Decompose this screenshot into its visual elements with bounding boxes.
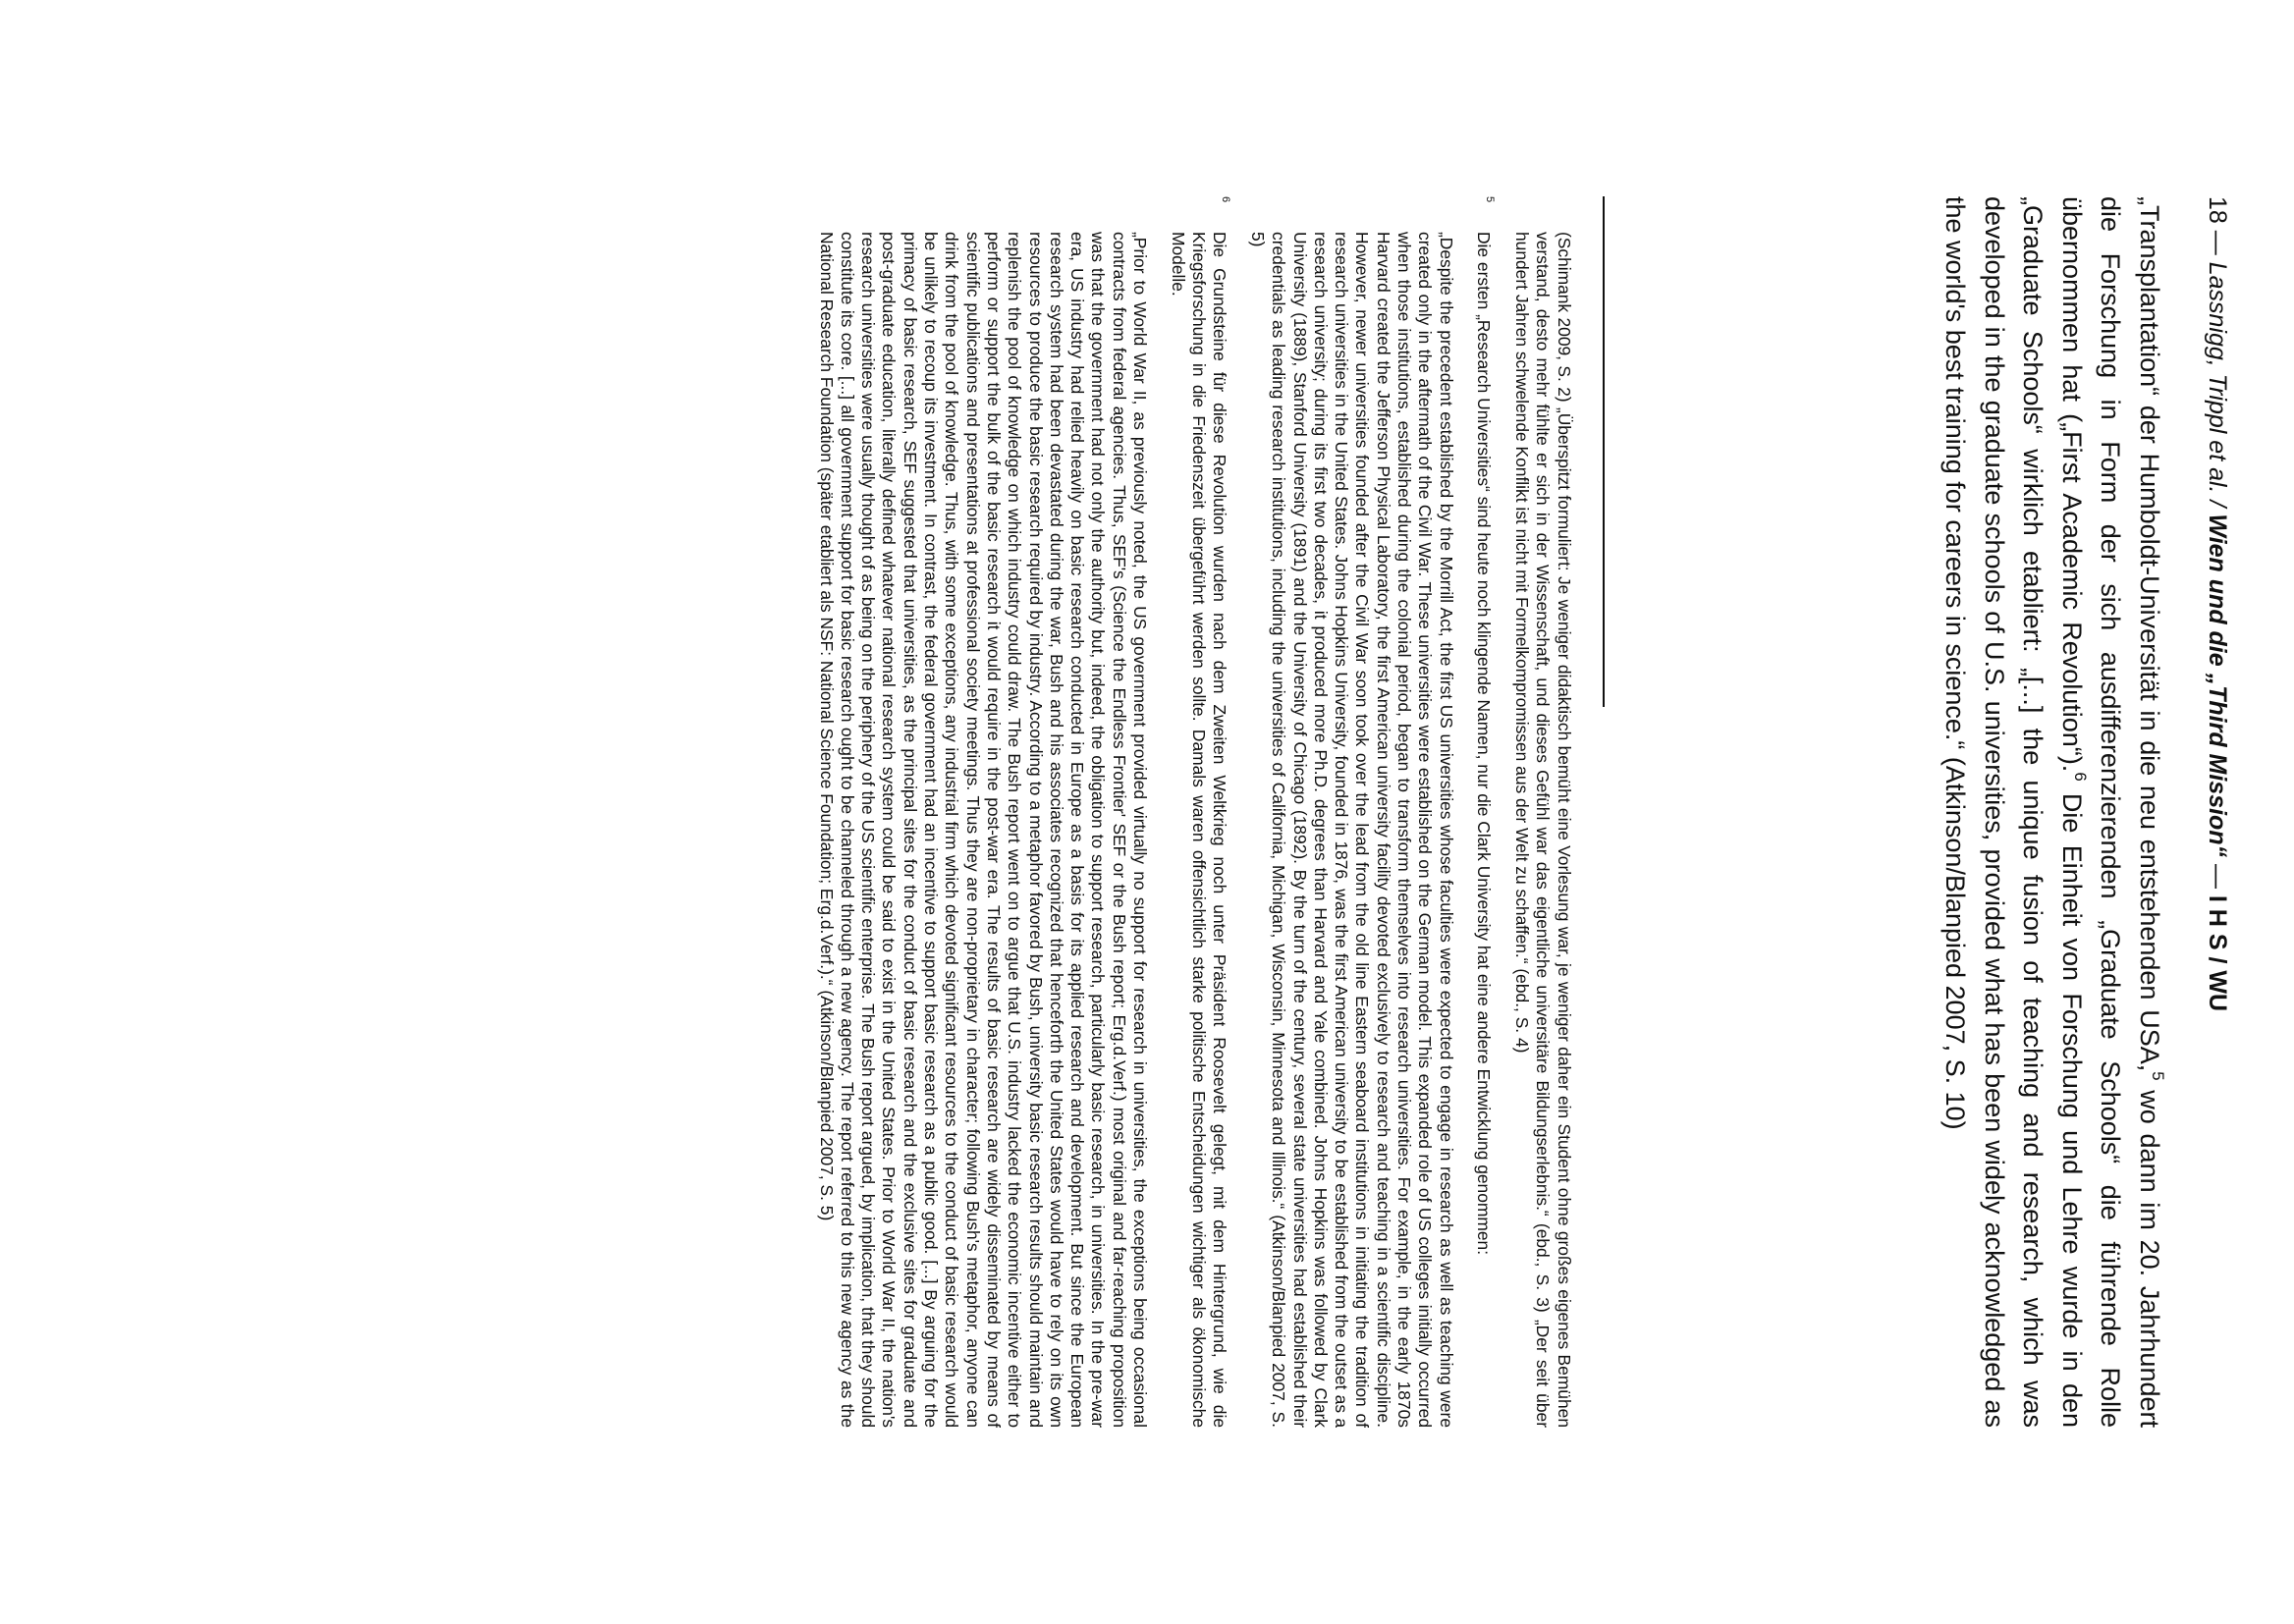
- footnote-quote-paragraph: „Despite the precedent established by the Morrill Act, the first US universities whose faculties were expected to engage in research as well as teaching were created only in the aftermath of the Civil War. These universities were established on the German model. This expanded role of US colleges initially occurred when those institutions, established during the colonial period, began to transform themselves into research universities. For example, in the early 1870s Harvard created the Jefferson Physical Laboratory, the first American university facility devoted exclusively to research and teaching in a scientific discipline. However, newer universities founded after the Civil War soon took over the lead from the old line Eastern seaboard institutions in initiating the tradition of research universities in the United States. Johns Hopkins University, founded in 1876, was the first American university to be established from the outset as a research university; during its first two decades, it produced more Ph.D. degrees than Harvard and Yale combined. Johns Hopkins was followed by Clark University (1889), Stanford University (1891) and the University of Chicago (1892). By the turn of the century, several state universities had established their credentials as leading research institutions, including the universities of California, Michigan, Wisconsin, Minnesota and Illinois.“ (Atkinson/Blanpied 2007, S. 5): [1247, 232, 1456, 1428]
- footnote-paragraph: Die Grundsteine für diese Revolution wurden nach dem Zweiten Weltkrieg noch unter Präsident Roosevelt gelegt, mit dem Hintergrund, wie die Kriegsforschung in die Friedenszeit übergeführt werden sollte. Damals waren offensichtlich starke politische Entscheidungen wichtiger als ökonomische Modelle.: [1168, 232, 1230, 1428]
- footnote-separator-rule: [1603, 196, 1605, 707]
- header-organization: I H S / WU: [2204, 895, 2231, 1012]
- footnote-paragraph: Die ersten „Research Universities“ sind heute noch klingende Namen, nur die Clark University hat eine andere Entwicklung genommen:: [1474, 232, 1495, 1256]
- footnote-number: 5: [1484, 196, 1497, 203]
- footnote-ref-5: 5: [2149, 1071, 2168, 1081]
- footnote-ref-6: 6: [2071, 772, 2091, 782]
- page-number: 18: [2204, 196, 2231, 224]
- body-text-part-1: „Transplantation“ der Humboldt-Universität in die neu entstehenden USA,: [2135, 196, 2164, 1072]
- footnote-6: [815, 196, 1232, 1428]
- main-body-text: [1936, 196, 2168, 1428]
- header-dash: —: [2204, 223, 2231, 262]
- header-dash-2: —: [2204, 857, 2231, 896]
- body-paragraph: [1936, 196, 2168, 1428]
- footnote-continuation: [1511, 196, 1574, 1428]
- footnote-paragraph: (Schimank 2009, S. 2) „Überspitzt formuliert: Je weniger didaktisch bemüht eine Vorlesung war, je weniger daher ein Student ohne großes eigenes Bemühen verstand, desto mehr fühlte er sich in der Wissenschaft, und dieses Gefühl war das eigentliche universitäre Bildungserlebnis.“ (ebd., S. 3) „Der seit über hundert Jahren schwelende Konflikt ist nicht mit Formelkompromissen aus der Welt zu schaffen.“ (ebd., S. 4): [1512, 232, 1574, 1428]
- footnote-quote-paragraph: „Prior to World War II, as previously noted, the US government provided virtually no support for research in universities, the exceptions being occasional contracts from federal agencies. Thus, SEF's (Science the Endless Frontier' SEF or the Bush report; Erg.d.Verf.) most original and far-reaching proposition was that the government had not only the authority but, indeed, the obligation to support research, particularly basic research, in universities. In the pre-war era, US industry had relied heavily on basic research conducted in Europe as a basis for its applied research and development. But since the European research system had been devastated during the war, Bush and his associates recognized that henceforth the United States would have to rely on its own resources to produce the basic research required by industry. According to a metaphor favored by Bush, university basic research results should maintain and replenish the pool of knowledge on which industry could draw. The Bush report went on to argue that U.S. industry lacked the economic incentive either to perform or support the bulk of the basic research it would require in the post-war era. The results of basic research are widely disseminated by means of scientific publications and presentations at professional society meetings. Thus they are non-proprietary in character; following Bush's metaphor, anyone can drink from the pool of knowledge. Thus, with some exceptions, any industrial firm which devoted significant resources to the conduct of basic research would be unlikely to recoup its investment. In contrast, the federal government had an incentive to support basic research as a public good. [...] By arguing for the primacy of basic research, SEF suggested that universities, as the principal sites for the conduct of basic research and the exclusive sites for graduate and post-graduate education, literally defined whatever national research system could be said to exist in the United States. Prior to World War II, the nation's research universities were usually thought of as being on the periphery of the US scientific enterprise. The Bush report argued, by implication, that they should constitute its core. [...] all government support for basic research ought to be channeled through a new agency. The report referred to this new agency as the National Research Foundation (später etabliert als NSF: National Science Foundation; Erg.d.Verf.).“ (Atkinson/Blanpied 2007, S. 5): [816, 232, 1150, 1428]
- footnotes-section: [798, 196, 1591, 1428]
- header-authors: Lassnigg, Trippl et al. /: [2204, 261, 2231, 514]
- footnote-5: [1247, 196, 1495, 1428]
- running-header: [2202, 196, 2233, 1428]
- footnote-number: 6: [1220, 196, 1232, 203]
- header-title: Wien und die „Third Mission“: [2204, 514, 2231, 858]
- body-text-part-2: wo dann im 20. Jahrhundert die Forschung in Form der sich ausdifferenzierenden „Graduate Schools“ die führende Rolle übernommen hat („First Academic Revolution“).: [2057, 196, 2164, 1428]
- body-text-part-3: Die Einheit von Forschung und Lehre wurde in den „Graduate Schools“ wirklich etabliert: „[...] the unique fusion of teaching and research, which was developed in the graduate schools of U.S. universities, provided what has been widely acknowledged as the world's best training for careers in science.“ (Atkinson/Blanpied 2007, S. 10): [1940, 196, 2087, 1428]
